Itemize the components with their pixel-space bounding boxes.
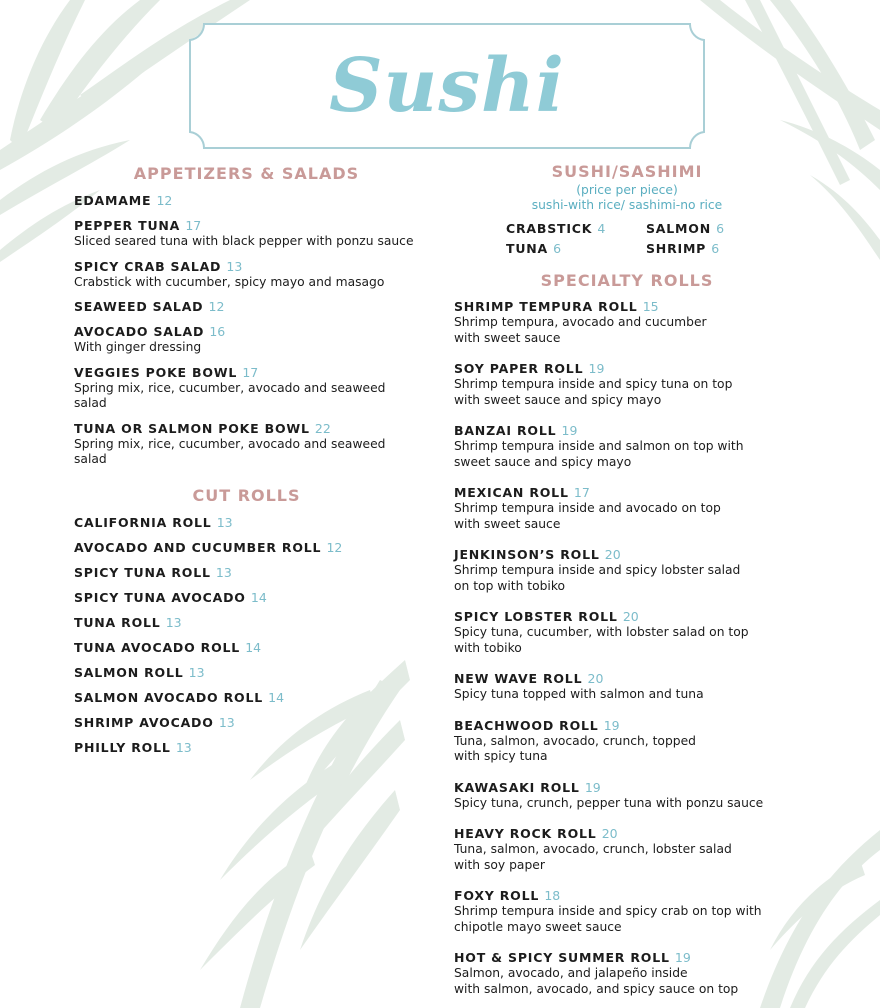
item-price: 17 bbox=[185, 218, 202, 233]
item-name: PEPPER TUNA bbox=[74, 218, 181, 233]
menu-item bbox=[74, 614, 419, 631]
menu-item bbox=[74, 217, 419, 250]
item-price: 19 bbox=[584, 779, 601, 795]
menu-item bbox=[454, 779, 800, 812]
item-price: 15 bbox=[642, 299, 659, 314]
item-price: 13 bbox=[226, 258, 243, 274]
item-price: 13 bbox=[218, 714, 235, 730]
item-price: 20 bbox=[622, 609, 639, 624]
item-description: Spicy tuna, cucumber, with lobster salad on top bbox=[454, 625, 749, 639]
specialty-rolls-list bbox=[454, 298, 800, 997]
sushi-sashimi-section-title: SUSHI/SASHIMI bbox=[551, 162, 703, 181]
menu-item bbox=[454, 670, 800, 703]
item-price: 14 bbox=[245, 639, 262, 655]
item-price: 20 bbox=[604, 547, 621, 562]
item-description: with soy paper bbox=[454, 857, 545, 872]
menu-item bbox=[74, 258, 419, 291]
menu-item bbox=[646, 241, 766, 257]
item-name: BEACHWOOD ROLL bbox=[454, 717, 599, 733]
item-name: SHRIMP AVOCADO bbox=[74, 714, 214, 730]
menu-item bbox=[74, 323, 419, 356]
item-description: Spicy tuna, crunch, pepper tuna with ponzu sauce bbox=[454, 795, 764, 810]
item-name: HOT & SPICY SUMMER ROLL bbox=[454, 950, 670, 965]
item-name: NEW WAVE ROLL bbox=[454, 671, 583, 686]
item-name: BANZAI ROLL bbox=[454, 423, 557, 438]
item-description: with sweet sauce bbox=[454, 330, 561, 345]
item-description: with spicy tuna bbox=[454, 749, 548, 763]
item-name: KAWASAKI ROLL bbox=[454, 779, 580, 795]
right-column bbox=[454, 162, 800, 1005]
menu-item bbox=[74, 192, 419, 209]
item-price: 19 bbox=[674, 950, 691, 965]
item-name: CRABSTICK bbox=[506, 221, 593, 236]
menu-item bbox=[454, 484, 800, 532]
item-description: with sweet sauce and spicy mayo bbox=[454, 392, 662, 407]
menu-item bbox=[74, 639, 419, 656]
item-name: SPICY LOBSTER ROLL bbox=[454, 609, 618, 624]
menu-item bbox=[74, 364, 419, 412]
appetizers-list bbox=[74, 192, 419, 468]
menu-item bbox=[454, 717, 800, 765]
item-description: Shrimp tempura inside and salmon on top with bbox=[454, 439, 744, 453]
item-description: Spring mix, rice, cucumber, avocado and seaweed salad bbox=[74, 436, 386, 466]
item-price: 6 bbox=[711, 241, 720, 256]
item-name: TUNA OR SALMON POKE BOWL bbox=[74, 420, 310, 436]
item-name: FOXY ROLL bbox=[454, 888, 540, 903]
item-price: 4 bbox=[597, 221, 606, 236]
item-description: Tuna, salmon, avocado, crunch, topped bbox=[454, 733, 696, 748]
cut-rolls-section-title: CUT ROLLS bbox=[192, 485, 301, 505]
item-description: Shrimp tempura inside and spicy tuna on top bbox=[454, 377, 733, 391]
item-description: Tuna, salmon, avocado, crunch, lobster salad bbox=[454, 842, 732, 856]
item-name: TUNA ROLL bbox=[74, 614, 161, 630]
item-description: With ginger dressing bbox=[74, 340, 202, 354]
menu-item bbox=[454, 608, 800, 656]
menu-item bbox=[454, 546, 800, 594]
item-name: JENKINSON’S ROLL bbox=[454, 547, 600, 562]
menu-item bbox=[506, 221, 646, 237]
item-description: with sweet sauce bbox=[454, 516, 561, 531]
menu-item bbox=[74, 589, 419, 606]
item-name: PHILLY ROLL bbox=[74, 739, 171, 755]
item-name: CALIFORNIA ROLL bbox=[74, 514, 212, 530]
item-price: 19 bbox=[603, 717, 620, 733]
appetizers-section-title: APPETIZERS & SALADS bbox=[133, 164, 360, 183]
price-note: (price per piece) bbox=[576, 183, 678, 197]
item-price: 18 bbox=[544, 888, 561, 903]
item-price: 19 bbox=[561, 423, 578, 438]
item-description: Shrimp tempura inside and spicy lobster salad bbox=[454, 563, 741, 577]
menu-item bbox=[646, 221, 766, 237]
item-name: SOY PAPER ROLL bbox=[454, 361, 584, 376]
item-price: 17 bbox=[573, 485, 590, 500]
item-description: sweet sauce and spicy mayo bbox=[454, 454, 632, 469]
item-name: AVOCADO AND CUCUMBER ROLL bbox=[74, 539, 322, 555]
menu-item bbox=[74, 714, 419, 731]
menu-item bbox=[74, 564, 419, 581]
item-name: MEXICAN ROLL bbox=[454, 485, 569, 500]
item-name: TUNA bbox=[506, 241, 549, 256]
item-name: VEGGIES POKE BOWL bbox=[74, 364, 238, 380]
item-description: Spring mix, rice, cucumber, avocado and seaweed salad bbox=[74, 380, 386, 410]
menu-item bbox=[454, 887, 800, 935]
menu-item bbox=[454, 298, 800, 346]
item-description: Shrimp tempura inside and spicy crab on top with bbox=[454, 904, 762, 918]
item-name: SEAWEED SALAD bbox=[74, 299, 204, 314]
item-price: 16 bbox=[209, 324, 226, 339]
item-price: 13 bbox=[165, 614, 182, 630]
item-name: SPICY TUNA AVOCADO bbox=[74, 589, 246, 605]
item-description: Sliced seared tuna with black pepper with ponzu sauce bbox=[74, 234, 414, 248]
item-price: 14 bbox=[250, 589, 267, 605]
menu-item bbox=[506, 241, 646, 257]
menu-item bbox=[454, 949, 800, 997]
item-description: Spicy tuna topped with salmon and tuna bbox=[454, 687, 704, 701]
menu-item bbox=[74, 739, 419, 756]
item-description: Crabstick with cucumber, spicy mayo and masago bbox=[74, 274, 385, 289]
menu-item bbox=[454, 360, 800, 408]
item-price: 17 bbox=[242, 364, 259, 380]
item-price: 22 bbox=[314, 420, 331, 436]
menu-item bbox=[74, 539, 419, 556]
item-name: SPICY CRAB SALAD bbox=[74, 258, 222, 274]
item-name: SALMON bbox=[646, 221, 711, 236]
sushi-sashimi-grid bbox=[506, 221, 800, 257]
left-column bbox=[74, 164, 419, 764]
item-description: on top with tobiko bbox=[454, 578, 566, 593]
item-description: Salmon, avocado, and jalapeño inside bbox=[454, 966, 688, 980]
item-description: chipotle mayo sweet sauce bbox=[454, 919, 622, 934]
item-price: 20 bbox=[601, 826, 618, 841]
item-price: 13 bbox=[175, 739, 192, 755]
menu-item bbox=[74, 420, 419, 468]
cut-rolls-list bbox=[74, 514, 419, 756]
item-price: 13 bbox=[216, 514, 233, 530]
item-name: SHRIMP bbox=[646, 241, 707, 256]
menu-title: Sushi bbox=[329, 43, 565, 129]
item-price: 12 bbox=[208, 299, 225, 314]
item-price: 20 bbox=[587, 671, 604, 686]
rice-note: sushi-with rice/ sashimi-no rice bbox=[531, 198, 723, 212]
item-price: 13 bbox=[188, 664, 205, 680]
menu-item bbox=[74, 298, 419, 315]
item-price: 13 bbox=[215, 564, 232, 580]
item-description: Shrimp tempura inside and avocado on top bbox=[454, 501, 721, 515]
menu-item bbox=[74, 514, 419, 531]
menu-item bbox=[74, 689, 419, 706]
specialty-rolls-section-title: SPECIALTY ROLLS bbox=[540, 271, 714, 290]
item-name: EDAMAME bbox=[74, 193, 152, 208]
menu-item bbox=[454, 825, 800, 873]
item-price: 19 bbox=[588, 361, 605, 376]
item-description: Shrimp tempura, avocado and cucumber bbox=[454, 315, 707, 329]
item-price: 12 bbox=[156, 193, 173, 208]
item-name: HEAVY ROCK ROLL bbox=[454, 826, 597, 841]
item-name: TUNA AVOCADO ROLL bbox=[74, 639, 241, 655]
item-description: with salmon, avocado, and spicy sauce on top bbox=[454, 981, 739, 996]
item-name: SPICY TUNA ROLL bbox=[74, 564, 211, 580]
item-price: 12 bbox=[326, 539, 343, 555]
item-name: SHRIMP TEMPURA ROLL bbox=[454, 299, 638, 314]
item-name: SALMON ROLL bbox=[74, 664, 184, 680]
menu-item bbox=[74, 664, 419, 681]
item-price: 14 bbox=[268, 689, 285, 705]
item-price: 6 bbox=[716, 221, 725, 236]
item-price: 6 bbox=[553, 241, 562, 256]
item-name: SALMON AVOCADO ROLL bbox=[74, 689, 264, 705]
item-description: with tobiko bbox=[454, 640, 522, 655]
item-name: AVOCADO SALAD bbox=[74, 324, 205, 339]
menu-item bbox=[454, 422, 800, 470]
